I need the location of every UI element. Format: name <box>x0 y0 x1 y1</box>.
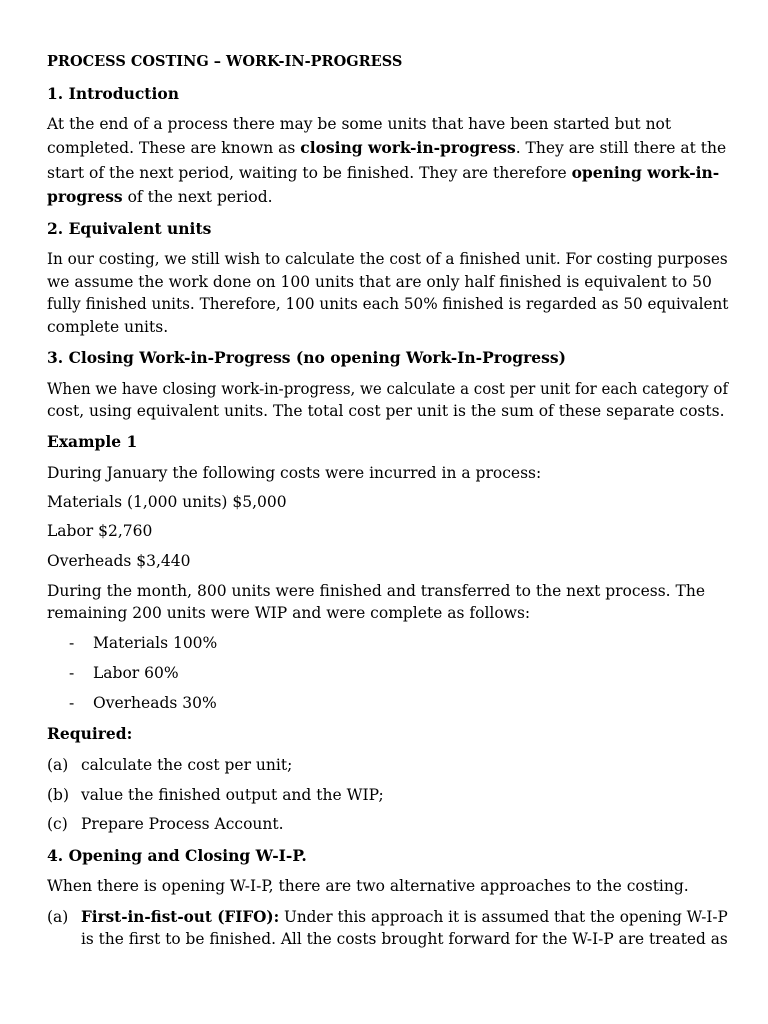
list-item-continuation: is the first to be finished. All the costs brought forward for the W-I-P are treated as <box>81 930 728 948</box>
term-fifo: First-in-fist-out (FIFO): <box>81 907 280 926</box>
list-item: First-in-fist-out (FIFO): Under this approach it is assumed that the opening W-I-P <box>81 907 728 926</box>
document-title: PROCESS COSTING – WORK-IN-PROGRESS <box>47 53 403 70</box>
paragraph-line: During the month, 800 units were finished and transferred to the next process. The <box>47 582 705 600</box>
paragraph-line: progress of the next period. <box>47 187 273 206</box>
bullet-dash: - <box>69 664 75 682</box>
paragraph-line: In our costing, we still wish to calculate the cost of a finished unit. For costing purposes <box>47 250 728 268</box>
cost-materials: Materials (1,000 units) $5,000 <box>47 493 287 511</box>
paragraph-line: start of the next period, waiting to be finished. They are therefore opening work-in- <box>47 163 720 182</box>
cost-labor: Labor $2,760 <box>47 522 153 540</box>
section-4-heading: 4. Opening and Closing W-I-P. <box>47 846 307 865</box>
section-3-heading: 3. Closing Work-in-Progress (no opening Work-In-Progress) <box>47 348 566 367</box>
paragraph-line: complete units. <box>47 318 169 336</box>
list-label: (a) <box>47 908 69 926</box>
term-closing-wip: closing work-in-progress <box>300 138 516 157</box>
list-item: calculate the cost per unit; <box>81 756 293 774</box>
required-heading: Required: <box>47 724 133 743</box>
paragraph-line: cost, using equivalent units. The total cost per unit is the sum of these separate costs. <box>47 402 725 420</box>
paragraph-line: During January the following costs were incurred in a process: <box>47 464 542 482</box>
list-label: (b) <box>47 786 70 804</box>
bullet-dash: - <box>69 634 75 652</box>
term-opening-wip: opening work-in- <box>571 163 720 182</box>
paragraph-line: When there is opening W-I-P, there are two alternative approaches to the costing. <box>47 877 689 895</box>
paragraph-line: fully finished units. Therefore, 100 units each 50% finished is regarded as 50 equivalent <box>47 295 729 313</box>
example-1-heading: Example 1 <box>47 432 138 451</box>
list-label: (a) <box>47 756 69 774</box>
paragraph-line: remaining 200 units were WIP and were complete as follows: <box>47 604 531 622</box>
list-label: (c) <box>47 815 68 833</box>
section-1-heading: 1. Introduction <box>47 84 179 103</box>
paragraph-line: completed. These are known as closing work-in-progress. They are still there at the <box>47 138 727 157</box>
paragraph-line: When we have closing work-in-progress, we calculate a cost per unit for each category of <box>47 380 729 398</box>
paragraph-line: we assume the work done on 100 units that are only half finished is equivalent to 50 <box>47 273 712 291</box>
bullet-dash: - <box>69 694 75 712</box>
list-item: Labor 60% <box>93 664 179 682</box>
section-2-heading: 2. Equivalent units <box>47 219 212 238</box>
cost-overheads: Overheads $3,440 <box>47 552 191 570</box>
list-item: Overheads 30% <box>93 694 217 712</box>
paragraph-line: At the end of a process there may be some units that have been started but not <box>47 115 672 133</box>
list-item: Materials 100% <box>93 634 218 652</box>
list-item: value the finished output and the WIP; <box>81 786 384 804</box>
list-item: Prepare Process Account. <box>81 815 284 833</box>
